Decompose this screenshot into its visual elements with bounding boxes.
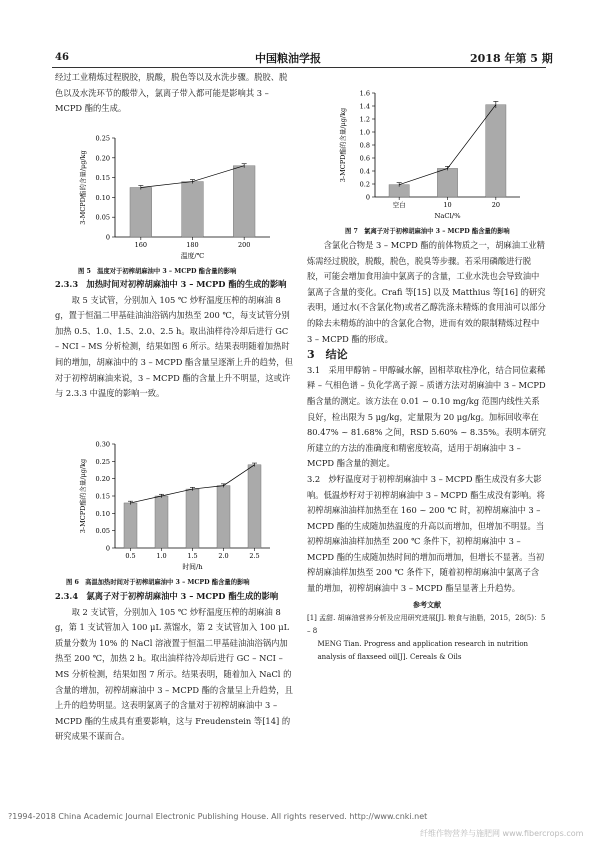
references-heading: 参考文献 [413, 599, 441, 609]
y-tick-label: 0.25 [95, 134, 110, 143]
y-tick-label: 0.30 [95, 440, 110, 449]
bar [182, 182, 204, 237]
x-tick-label: 空白 [392, 201, 406, 209]
bar [130, 188, 152, 238]
y-tick-label: 0.25 [95, 457, 110, 466]
right-column [307, 238, 547, 664]
bar [155, 496, 168, 548]
bar [248, 465, 261, 548]
y-tick-label: 0 [105, 233, 110, 242]
copyright-footer: ?1994-2018 China Academic Journal Electronic Publishing House. All rights reserved. http://www.cnki.net [8, 812, 428, 821]
issue-label: 2018 年第 5 期 [470, 52, 553, 65]
y-tick-label: 0.20 [95, 154, 110, 163]
bar [186, 489, 199, 548]
figure-7-chart [330, 85, 530, 225]
section-2-3-4-heading: 2.3.4 氯离子对于初榨胡麻油中 3 – MCPD 酯生成的影响 [55, 591, 279, 601]
y-tick-label: 1.4 [359, 102, 370, 111]
x-tick-label: 2.5 [249, 552, 260, 560]
y-tick-label: 0.10 [95, 193, 110, 202]
y-tick-label: 0.10 [95, 509, 110, 518]
section-2-3-3 [55, 277, 295, 402]
chloride-discussion: 含氯化合物是 3 – MCPD 酯的前体物质之一，胡麻油工业精炼需经过脱胶，脱酸，脱色，脱臭等步骤。若采用磷酸进行脱胶，可能会增加食用油中氯离子的含量，工业水洗也会导致油中氯离子含量的变化。Crafi 等[15] 以及 Matthius 等[16] 的研究表明，通过水(不含氯化物)或者乙醇洗涤未精炼的食用油可以部分的除去未精炼的油中的含氯化合物，进而有效的限制精炼过程中 3 – MCPD 酯的形成。 [307, 240, 546, 344]
y-tick-label: 1.2 [359, 115, 370, 124]
figure-7-caption: 图 7 氯离子对于初榨胡麻油中 3 – MCPD 酯含量的影响 [345, 228, 510, 235]
x-tick-label: 160 [134, 241, 148, 249]
y-tick-label: 0 [105, 544, 110, 553]
y-tick-label: 0.2 [359, 180, 370, 189]
conclusion-heading: 3 结论 [307, 348, 348, 362]
x-tick-label: 1.0 [156, 552, 167, 560]
page-number: 46 [55, 52, 69, 63]
y-axis-label: 3-MCPD酯的含量/μg/kg [339, 107, 347, 183]
x-axis-label: 时间/h [182, 563, 203, 571]
y-tick-label: 0.8 [359, 141, 370, 150]
y-tick-label: 0.15 [95, 492, 110, 501]
section-2-3-3-heading: 2.3.3 加热时间对初榨胡麻油中 3 – MCPD 酯的生成的影响 [55, 279, 287, 289]
x-tick-label: 1.5 [187, 552, 198, 560]
y-tick-label: 0.4 [359, 167, 370, 176]
x-axis-label: NaCl/% [434, 212, 461, 220]
journal-title: 中国粮油学报 [255, 52, 321, 65]
y-tick-label: 0.20 [95, 475, 110, 484]
x-tick-label: 200 [237, 241, 251, 249]
conclusion-3-2: 3.2 炒籽温度对于初榨胡麻油中 3 – MCPD 酯生成没有多大影响。低温炒籽对于初榨胡麻油中 3 – MCPD 酯生成没有影响。将初榨胡麻油油样加热至在 160 ~ 200 ℃ 时，初榨胡麻油中 3 – MCPD 酯的生成随加热温度的升高以而增加，但增加不明显。当初榨胡麻油油样加热至 200 ℃ 条件下，初榨胡麻油中 3 – MCPD 酯的生成随加热时间的增加而增加，但增长不显著。当初榨胡麻油样加热至 200 ℃ 条件下，随着初榨胡麻油中氯离子含量的增加，初榨胡麻油中 3 – MCPD 酯呈显著上升趋势。 [307, 473, 545, 594]
x-tick-label: 20 [491, 201, 500, 209]
y-tick-label: 1.6 [359, 89, 370, 98]
y-tick-label: 0.15 [95, 174, 110, 183]
x-tick-label: 0.5 [125, 552, 136, 560]
watermark: 纤维作物营养与施肥网 www.fibercrops.com [420, 829, 584, 838]
bar [486, 105, 506, 197]
figure-5-chart [70, 130, 280, 265]
reference-1-cn: [1] 孟甜. 胡麻油营养分析及应用研究进展[J]. 粮食与油脂，2015，28(5)：5 – 8 [307, 614, 546, 636]
figure-6-caption: 图 6 高温加热时间对于初榨胡麻油中 3 – MCPD 酯含量的影响 [66, 579, 250, 586]
left-top-paragraph [55, 70, 295, 117]
y-tick-label: 0.05 [95, 527, 110, 536]
y-tick-label: 0 [365, 193, 370, 202]
figure-5-caption: 图 5 温度对于初榨胡麻油中 3 – MCPD 酯含量的影响 [78, 268, 237, 275]
header-rule [52, 67, 546, 68]
y-tick-label: 0.6 [359, 154, 370, 163]
y-axis-label: 3-MCPD酯的含量/μg/kg [79, 458, 87, 534]
left-top-text: 经过工业精炼过程脱胶，脱酸，脱色等以及水洗步骤。脱胶、脱色以及水洗环节的酸带入，氯离子带入都可能是影响其 3 – MCPD 酯的生成。 [55, 72, 288, 114]
reference-1-en: MENG Tian. Progress and application research in nutrition analysis of flaxseed oil[J]. Cereals & Oils [317, 640, 529, 662]
section-2-3-4-text: 取 2 支试管，分别加入 105 ℃ 炒籽温度压榨的胡麻油 8 g，第 1 支试管加入 100 μL 蒸馏水，第 2 支试管加入 100 μL 质量分数为 10% 的 NaCl 溶液置于恒温二甲基硅油油浴锅内加热至 200 ℃，加热 2 h。取出油样待冷却后进行 GC – NCI – MS 分析检测，结果如图 7 所示。结果表明，随着加入 NaCl 的含量的增加，初榨胡麻油中 3 – MCPD 酯的含量呈上升趋势，且上升的趋势明显。这表明氯离子的含量对于初榨胡麻油中 3 – MCPD 酯的生成具有重要影响，这与 Freudenstein 等[14] 的研究成果不谋而合。 [55, 606, 293, 742]
bar [437, 168, 457, 197]
conclusion-3-1: 3.1 采用甲醇钠 – 甲醇碱水解，固相萃取柱净化，结合同位素稀释 – 气相色谱 – 负化学离子源 – 质谱方法对胡麻油中 3 – MCPD 酯含量的测定。该方法在 0.01 ~ 0.10 mg/kg 范围内线性关系良好，检出限为 5 μg/kg，定量限为 20 μg/kg。加标回收率在 80.47% ~ 81.68% 之间，RSD 5.60% ~ 8.35%。表明本研究所建立的方法的准确度和精密度较高，适用于胡麻油中 3 – MCPD 酯含量的测定。 [307, 364, 546, 469]
y-tick-label: 1.0 [359, 128, 370, 137]
x-tick-label: 2.0 [218, 552, 229, 560]
x-tick-label: 180 [186, 241, 199, 249]
x-axis-label: 温度/℃ [180, 252, 205, 260]
section-2-3-3-text: 取 5 支试管，分别加入 105 ℃ 炒籽温度压榨的胡麻油 8 g，置于恒温二甲基硅油油浴锅内加热至 200 ℃，每支试管分别加热 0.5、1.0、1.5、2.0、2.5 h。取出油样待冷却后进行 GC – NCI – MS 分析检测，结果如图 6 所示。结果表明随着加热时间的增加，胡麻油中的 3 – MCPD 酯含量呈逐渐上升的趋势，但对于初榨胡麻油来说，3 – MCPD 酯的含量上升不明显，这或许与 2.3.3 中温度的影响一致。 [55, 294, 293, 399]
section-2-3-4 [55, 589, 295, 745]
figure-6-chart [70, 436, 280, 576]
y-axis-label: 3-MCPD酯的含量/μg/kg [79, 150, 87, 225]
y-tick-label: 0.05 [95, 213, 110, 222]
x-tick-label: 10 [443, 201, 452, 209]
bar [217, 486, 230, 548]
bar [124, 503, 137, 548]
bar [233, 166, 255, 237]
